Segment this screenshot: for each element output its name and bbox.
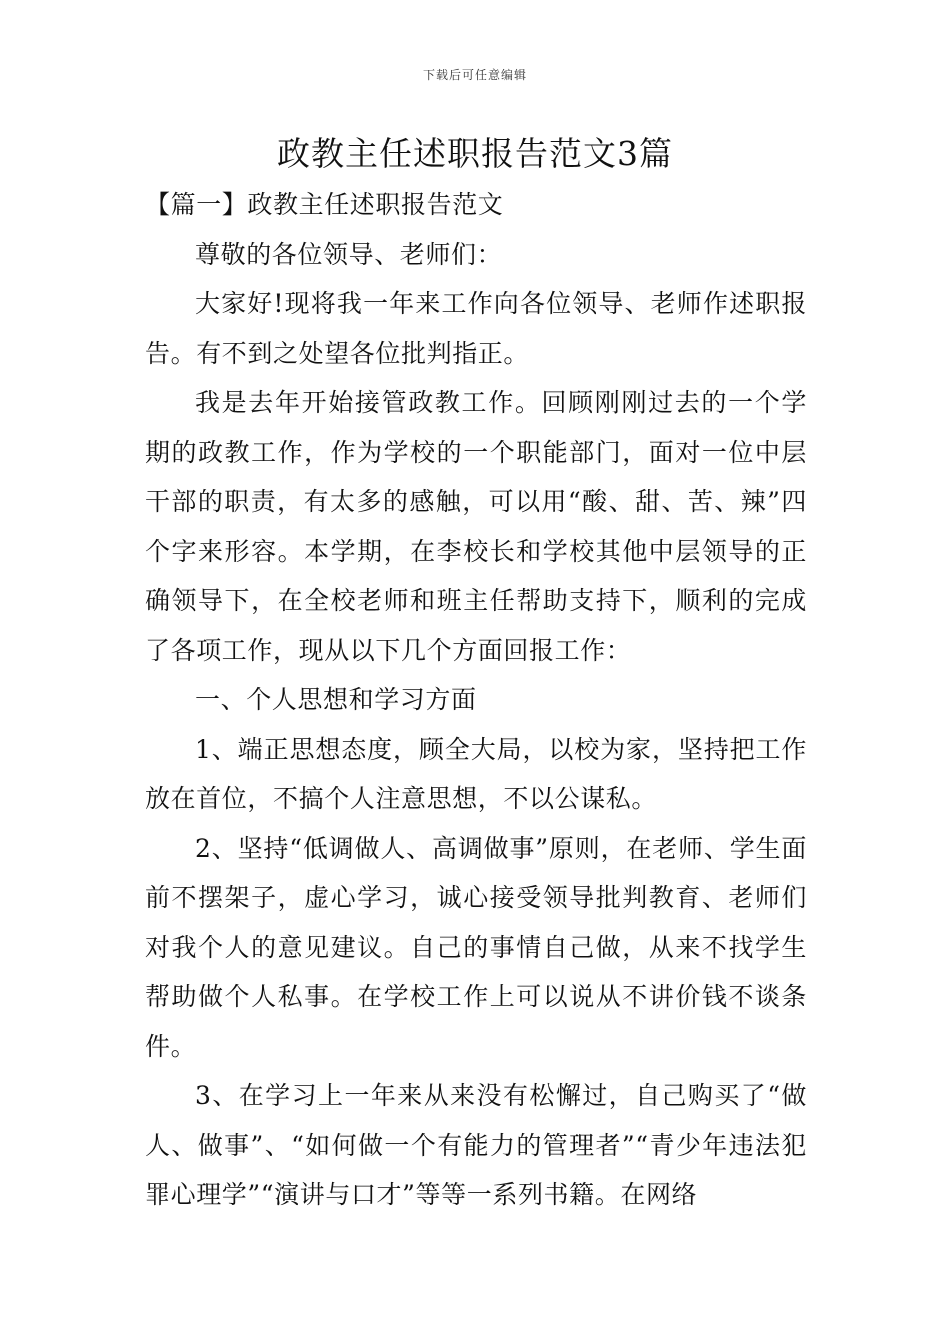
- subheading-personal-thought: 一、个人思想和学习方面: [195, 685, 477, 714]
- document-body: [145, 180, 807, 1220]
- paragraph-intro: 我是去年开始接管政教工作。回顾刚刚过去的一个学期的政教工作，作为学校的一个职能部门，面对一位中层干部的职责，有太多的感触，可以用“酸、甜、苦、辣”四个字来形容。本学期，在李校长和学校其他中层领导的正确领导下，在全校老师和班主任帮助支持下，顺利的完成了各项工作，现从以下几个方面回报工作：: [145, 388, 807, 665]
- salutation: 尊敬的各位领导、老师们：: [195, 239, 503, 269]
- paragraph-greeting: 大家好!现将我一年来工作向各位领导、老师作述职报告。有不到之处望各位批判指正。: [145, 289, 807, 368]
- section-heading: 【篇一】政教主任述职报告范文: [145, 190, 504, 219]
- header-note: 下载后可任意编辑: [422, 68, 527, 82]
- document-title: 政教主任述职报告范文3篇: [277, 134, 673, 173]
- paragraph-item-1: 1、端正思想态度，顾全大局，以校为家，坚持把工作放在首位，不搞个人注意思想，不以公谋私。: [145, 734, 807, 813]
- paragraph-item-3: 3、在学习上一年来从来没有松懈过，自己购买了“做人、做事”、“如何做一个有能力的管理者”“青少年违法犯罪心理学”“演讲与口才”等等一系列书籍。在网络: [145, 1081, 807, 1209]
- paragraph-item-2: 2、坚持“低调做人、高调做事”原则，在老师、学生面前不摆架子，虚心学习，诚心接受领导批判教育、老师们对我个人的意见建议。自己的事情自己做，从来不找学生帮助做个人私事。在学校工作上可以说从不讲价钱不谈条件。: [145, 833, 807, 1061]
